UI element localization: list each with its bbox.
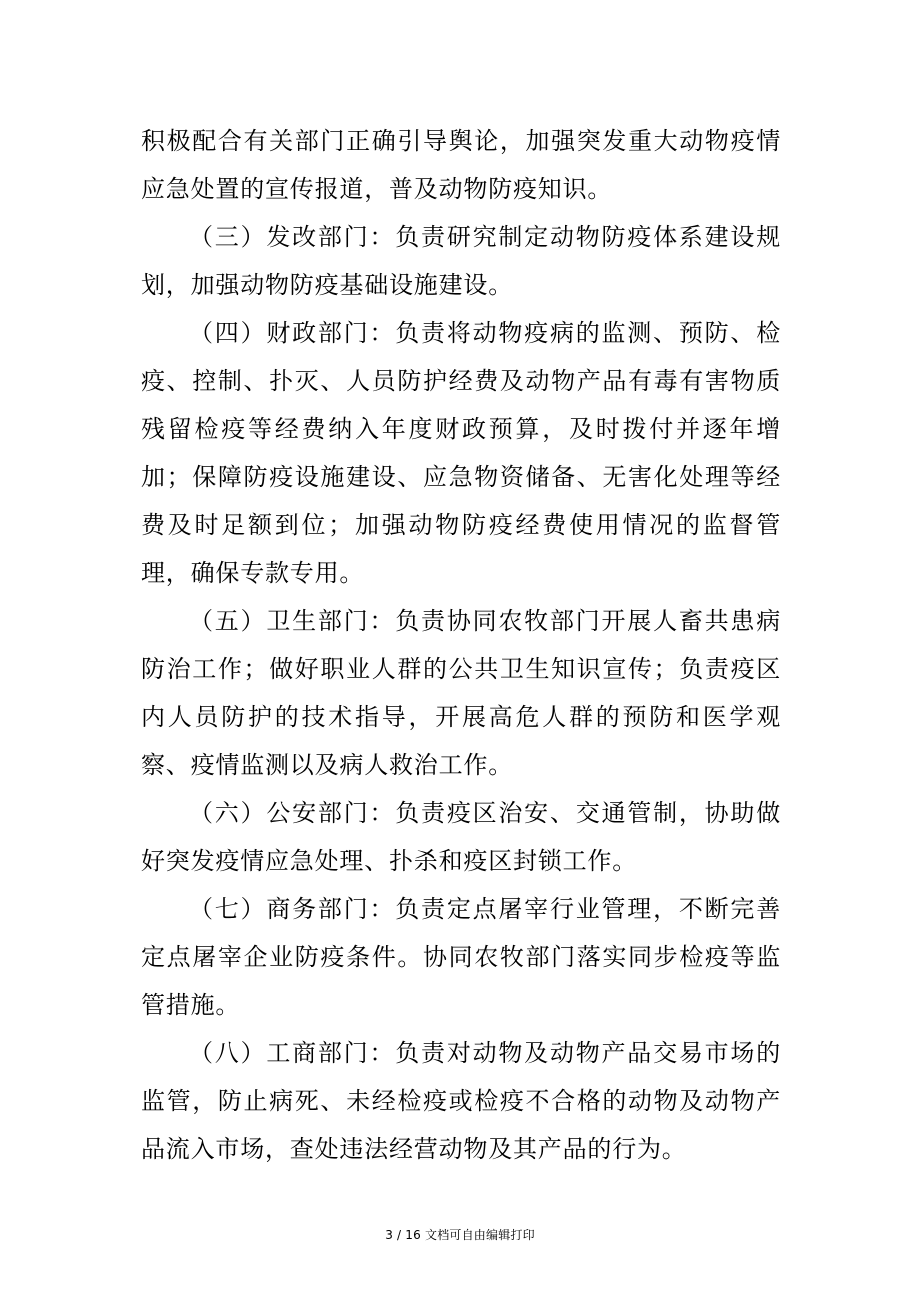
paragraph-commerce: （七）商务部门：负责定点屠宰行业管理，不断完善定点屠宰企业防疫条件。协同农牧部门落实同步检疫等监管措施。 [141,895,781,1019]
paragraph-industry-commerce: （八）工商部门：负责对动物及动物产品交易市场的监管，防止病死、未经检疫或检疫不合格的动物及动物产品流入市场，查处违法经营动物及其产品的行为。 [141,1039,781,1163]
paragraph-finance: （四）财政部门：负责将动物疫病的监测、预防、检疫、控制、扑灭、人员防护经费及动物产品有毒有害物质残留检疫等经费纳入年度财政预算，及时拨付并逐年增加；保障防疫设施建设、应急物资储备、无害化处理等经费及时足额到位；加强动物防疫经费使用情况的监督管理，确保专款专用。 [141,319,781,587]
paragraph-health: （五）卫生部门：负责协同农牧部门开展人畜共患病防治工作；做好职业人群的公共卫生知识宣传；负责疫区内人员防护的技术指导，开展高危人群的预防和医学观察、疫情监测以及病人救治工作。 [141,607,781,779]
paragraph-development-reform: （三）发改部门：负责研究制定动物防疫体系建设规划，加强动物防疫基础设施建设。 [141,223,781,299]
page-footer: 3 / 16 文档可自由编辑打印 [385,1228,535,1242]
document-body [141,117,781,1173]
paragraph-continuation: 积极配合有关部门正确引导舆论，加强突发重大动物疫情应急处置的宣传报道，普及动物防疫知识。 [141,127,781,203]
paragraph-public-security: （六）公安部门：负责疫区治安、交通管制，协助做好突发疫情应急处理、扑杀和疫区封锁工作。 [141,799,781,875]
